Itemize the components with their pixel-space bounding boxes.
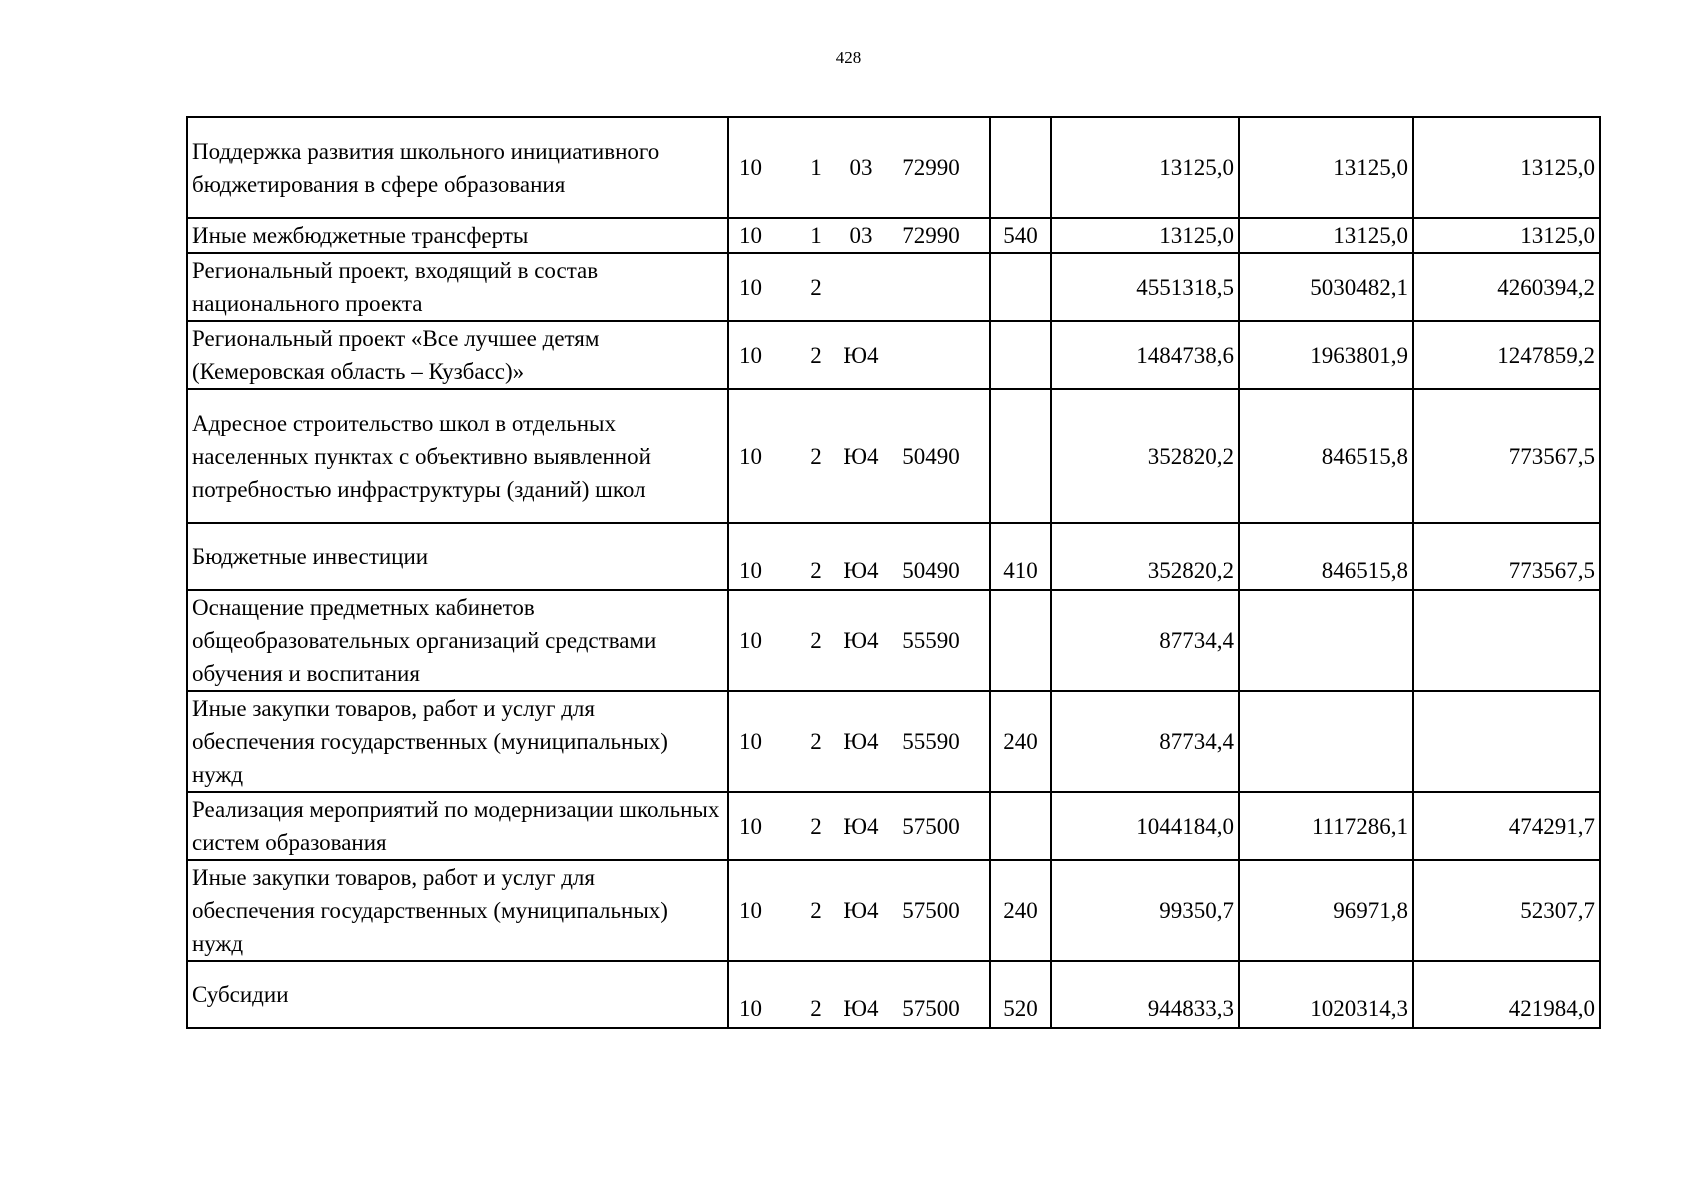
row-name: Оснащение предметных кабинетов общеобразовательных организаций средствами обучения и воспитания [187,590,728,691]
code-subsection: 2 [810,274,822,300]
row-amount-year1: 99350,7 [1051,860,1239,961]
code-subsection: 2 [810,729,822,754]
row-amount-year2: 13125,0 [1239,218,1413,253]
row-name: Бюджетные инвестиции [187,523,728,590]
code-direction: 57500 [902,813,960,839]
code-section: 10 [739,813,762,839]
table-row [187,860,1600,961]
row-code [728,253,990,321]
budget-table [186,116,1601,1029]
code-subsection: 2 [810,898,822,923]
row-amount-year2: 1963801,9 [1239,321,1413,389]
row-code [728,321,990,389]
code-subsection: 2 [810,342,822,368]
row-name: Субсидии [187,961,728,1028]
row-expense-type [990,253,1051,321]
code-section: 10 [739,155,762,180]
row-amount-year3: 4260394,2 [1413,253,1600,321]
code-program: Ю4 [843,898,879,923]
row-name: Реализация мероприятий по модернизации школьных систем образования [187,792,728,860]
code-section: 10 [739,443,762,469]
row-amount-year1: 13125,0 [1051,117,1239,218]
row-code [728,691,990,792]
row-amount-year3: 13125,0 [1413,117,1600,218]
row-amount-year2: 5030482,1 [1239,253,1413,321]
row-amount-year1: 4551318,5 [1051,253,1239,321]
row-expense-type [990,117,1051,218]
row-name: Иные межбюджетные трансферты [187,218,728,253]
table-row [187,321,1600,389]
code-subsection: 2 [810,443,822,469]
row-expense-type: 410 [990,523,1051,590]
code-direction: 55590 [902,628,960,653]
code-section: 10 [739,223,762,248]
code-subsection: 2 [810,558,822,583]
code-program: Ю4 [843,342,879,368]
row-amount-year3: 52307,7 [1413,860,1600,961]
row-expense-type [990,590,1051,691]
row-amount-year3: 773567,5 [1413,389,1600,523]
row-amount-year1: 87734,4 [1051,691,1239,792]
code-section: 10 [739,628,762,653]
code-subsection: 2 [810,628,822,653]
code-direction: 50490 [902,443,960,469]
code-section: 10 [739,342,762,368]
code-program: Ю4 [843,443,879,469]
code-section: 10 [739,996,762,1021]
table-row [187,792,1600,860]
code-subsection: 2 [810,996,822,1021]
row-code [728,117,990,218]
row-code [728,860,990,961]
row-code [728,389,990,523]
table-row [187,961,1600,1028]
code-subsection: 1 [810,155,822,180]
row-amount-year2: 846515,8 [1239,523,1413,590]
code-program: 03 [849,223,873,248]
row-expense-type: 240 [990,691,1051,792]
row-amount-year3: 1247859,2 [1413,321,1600,389]
table-row [187,590,1600,691]
row-amount-year2 [1239,590,1413,691]
table-row [187,389,1600,523]
code-section: 10 [739,729,762,754]
row-amount-year3: 421984,0 [1413,961,1600,1028]
table-row [187,253,1600,321]
row-amount-year3 [1413,590,1600,691]
code-program: Ю4 [843,729,879,754]
row-name: Адресное строительство школ в отдельных населенных пунктах с объективно выявленной потребностью инфраструктуры (зданий) школ [187,389,728,523]
row-code [728,961,990,1028]
row-amount-year2: 96971,8 [1239,860,1413,961]
row-amount-year1: 1484738,6 [1051,321,1239,389]
row-expense-type [990,792,1051,860]
row-amount-year3: 773567,5 [1413,523,1600,590]
row-amount-year2: 1117286,1 [1239,792,1413,860]
row-amount-year1: 352820,2 [1051,523,1239,590]
row-amount-year3 [1413,691,1600,792]
code-section: 10 [739,274,762,300]
row-code [728,792,990,860]
row-expense-type: 520 [990,961,1051,1028]
code-direction: 57500 [902,996,960,1021]
row-name: Иные закупки товаров, работ и услуг для обеспечения государственных (муниципальных) нужд [187,860,728,961]
row-expense-type: 540 [990,218,1051,253]
row-amount-year1: 1044184,0 [1051,792,1239,860]
row-name: Иные закупки товаров, работ и услуг для обеспечения государственных (муниципальных) нужд [187,691,728,792]
code-direction: 72990 [902,223,960,248]
code-program: Ю4 [843,558,879,583]
row-code [728,523,990,590]
code-direction: 57500 [902,898,960,923]
page-number: 428 [835,48,862,67]
code-program: 03 [849,155,873,180]
row-amount-year3: 13125,0 [1413,218,1600,253]
code-program: Ю4 [843,813,879,839]
table-row [187,117,1600,218]
table-row [187,523,1600,590]
row-name: Региональный проект «Все лучшее детям (Кемеровская область – Кузбасс)» [187,321,728,389]
code-program: Ю4 [843,628,879,653]
row-code [728,590,990,691]
code-direction: 55590 [902,729,960,754]
row-amount-year1: 87734,4 [1051,590,1239,691]
code-direction: 50490 [902,558,960,583]
row-amount-year2 [1239,691,1413,792]
row-amount-year2: 13125,0 [1239,117,1413,218]
row-amount-year1: 944833,3 [1051,961,1239,1028]
code-subsection: 2 [810,813,822,839]
row-name: Региональный проект, входящий в состав национального проекта [187,253,728,321]
code-subsection: 1 [810,223,822,248]
row-amount-year1: 352820,2 [1051,389,1239,523]
row-expense-type [990,321,1051,389]
row-amount-year2: 1020314,3 [1239,961,1413,1028]
row-amount-year2: 846515,8 [1239,389,1413,523]
table-row [187,691,1600,792]
row-amount-year1: 13125,0 [1051,218,1239,253]
row-expense-type: 240 [990,860,1051,961]
code-program: Ю4 [843,996,879,1021]
table-row [187,218,1600,253]
row-name: Поддержка развития школьного инициативного бюджетирования в сфере образования [187,117,728,218]
code-section: 10 [739,898,762,923]
row-expense-type [990,389,1051,523]
row-amount-year3: 474291,7 [1413,792,1600,860]
row-code [728,218,990,253]
code-direction: 72990 [902,155,960,180]
code-section: 10 [739,558,762,583]
